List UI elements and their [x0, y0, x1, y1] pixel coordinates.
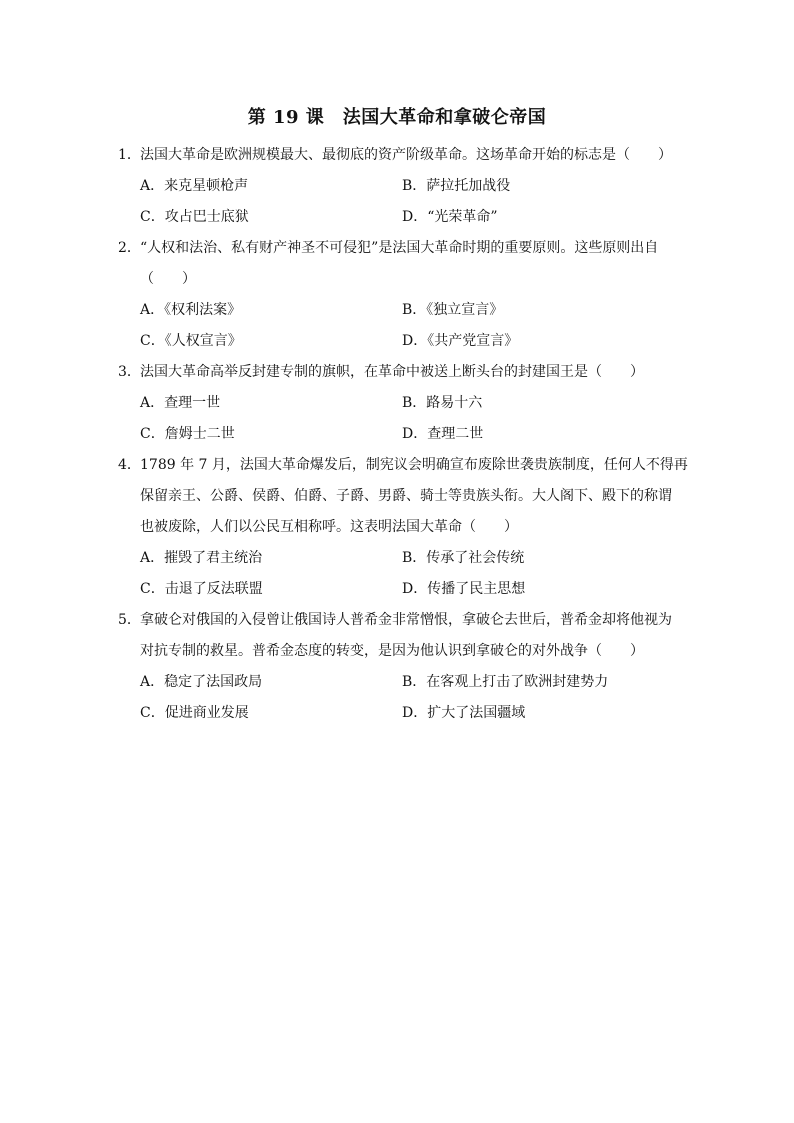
option-d: D．扩大了法国疆域 — [402, 705, 526, 721]
option-c: C．詹姆士二世 — [140, 426, 235, 442]
question-4 — [118, 450, 688, 605]
question-1 — [118, 140, 678, 233]
question-stem-continued: 也被废除，人们以公民互相称呼。这表明法国大革命（ ） — [140, 519, 518, 535]
option-a: A．来克星顿枪声 — [140, 178, 249, 194]
question-2 — [118, 233, 678, 357]
option-a: A．查理一世 — [140, 395, 221, 411]
question-stem-continued: 保留亲王、公爵、侯爵、伯爵、子爵、男爵、骑士等贵族头衔。大人阁下、殿下的称谓 — [140, 488, 672, 504]
option-d: D．“光荣革命” — [402, 209, 498, 225]
question-number: 3． — [118, 364, 141, 380]
question-number: 2． — [118, 240, 141, 256]
option-b: B．在客观上打击了欧洲封建势力 — [402, 674, 609, 690]
question-list — [118, 140, 688, 729]
question-stem-continued: （ ） — [140, 271, 196, 287]
question-stem-continued: 对抗专制的救星。普希金态度的转变，是因为他认识到拿破仑的对外战争（ ） — [140, 643, 644, 659]
option-b: B．《独立宣言》 — [402, 302, 504, 318]
option-b: B．路易十六 — [402, 395, 483, 411]
question-5 — [118, 605, 678, 729]
question-number: 1． — [118, 147, 141, 163]
option-d: D．《共产党宣言》 — [402, 333, 519, 349]
question-stem: 1789 年 7 月，法国大革命爆发后，制宪议会明确宣布废除世袭贵族制度，任何人不得再 — [140, 457, 688, 473]
question-stem: 法国大革命高举反封建专制的旗帜，在革命中被送上断头台的封建国王是（ ） — [140, 364, 644, 380]
question-3 — [118, 357, 678, 450]
option-b: B．萨拉托加战役 — [402, 178, 511, 194]
option-d: D．查理二世 — [402, 426, 484, 442]
option-c: C．攻占巴士底狱 — [140, 209, 249, 225]
question-stem: “人权和法治、私有财产神圣不可侵犯”是法国大革命时期的重要原则。这些原则出自 — [140, 240, 659, 256]
option-c: C．促进商业发展 — [140, 705, 249, 721]
option-a: A．《权利法案》 — [140, 302, 242, 318]
option-a: A．摧毁了君主统治 — [140, 550, 263, 566]
option-d: D．传播了民主思想 — [402, 581, 526, 597]
question-number: 5． — [118, 612, 141, 628]
question-number: 4． — [118, 457, 141, 473]
question-stem: 拿破仑对俄国的入侵曾让俄国诗人普希金非常憎恨，拿破仑去世后，普希金却将他视为 — [140, 612, 672, 628]
question-stem: 法国大革命是欧洲规模最大、最彻底的资产阶级革命。这场革命开始的标志是（ ） — [140, 147, 672, 163]
option-c: C．《人权宣言》 — [140, 333, 242, 349]
option-c: C．击退了反法联盟 — [140, 581, 263, 597]
option-a: A．稳定了法国政局 — [140, 674, 263, 690]
page-title: 第 19 课 法国大革命和拿破仑帝国 — [247, 107, 547, 128]
option-b: B．传承了社会传统 — [402, 550, 525, 566]
